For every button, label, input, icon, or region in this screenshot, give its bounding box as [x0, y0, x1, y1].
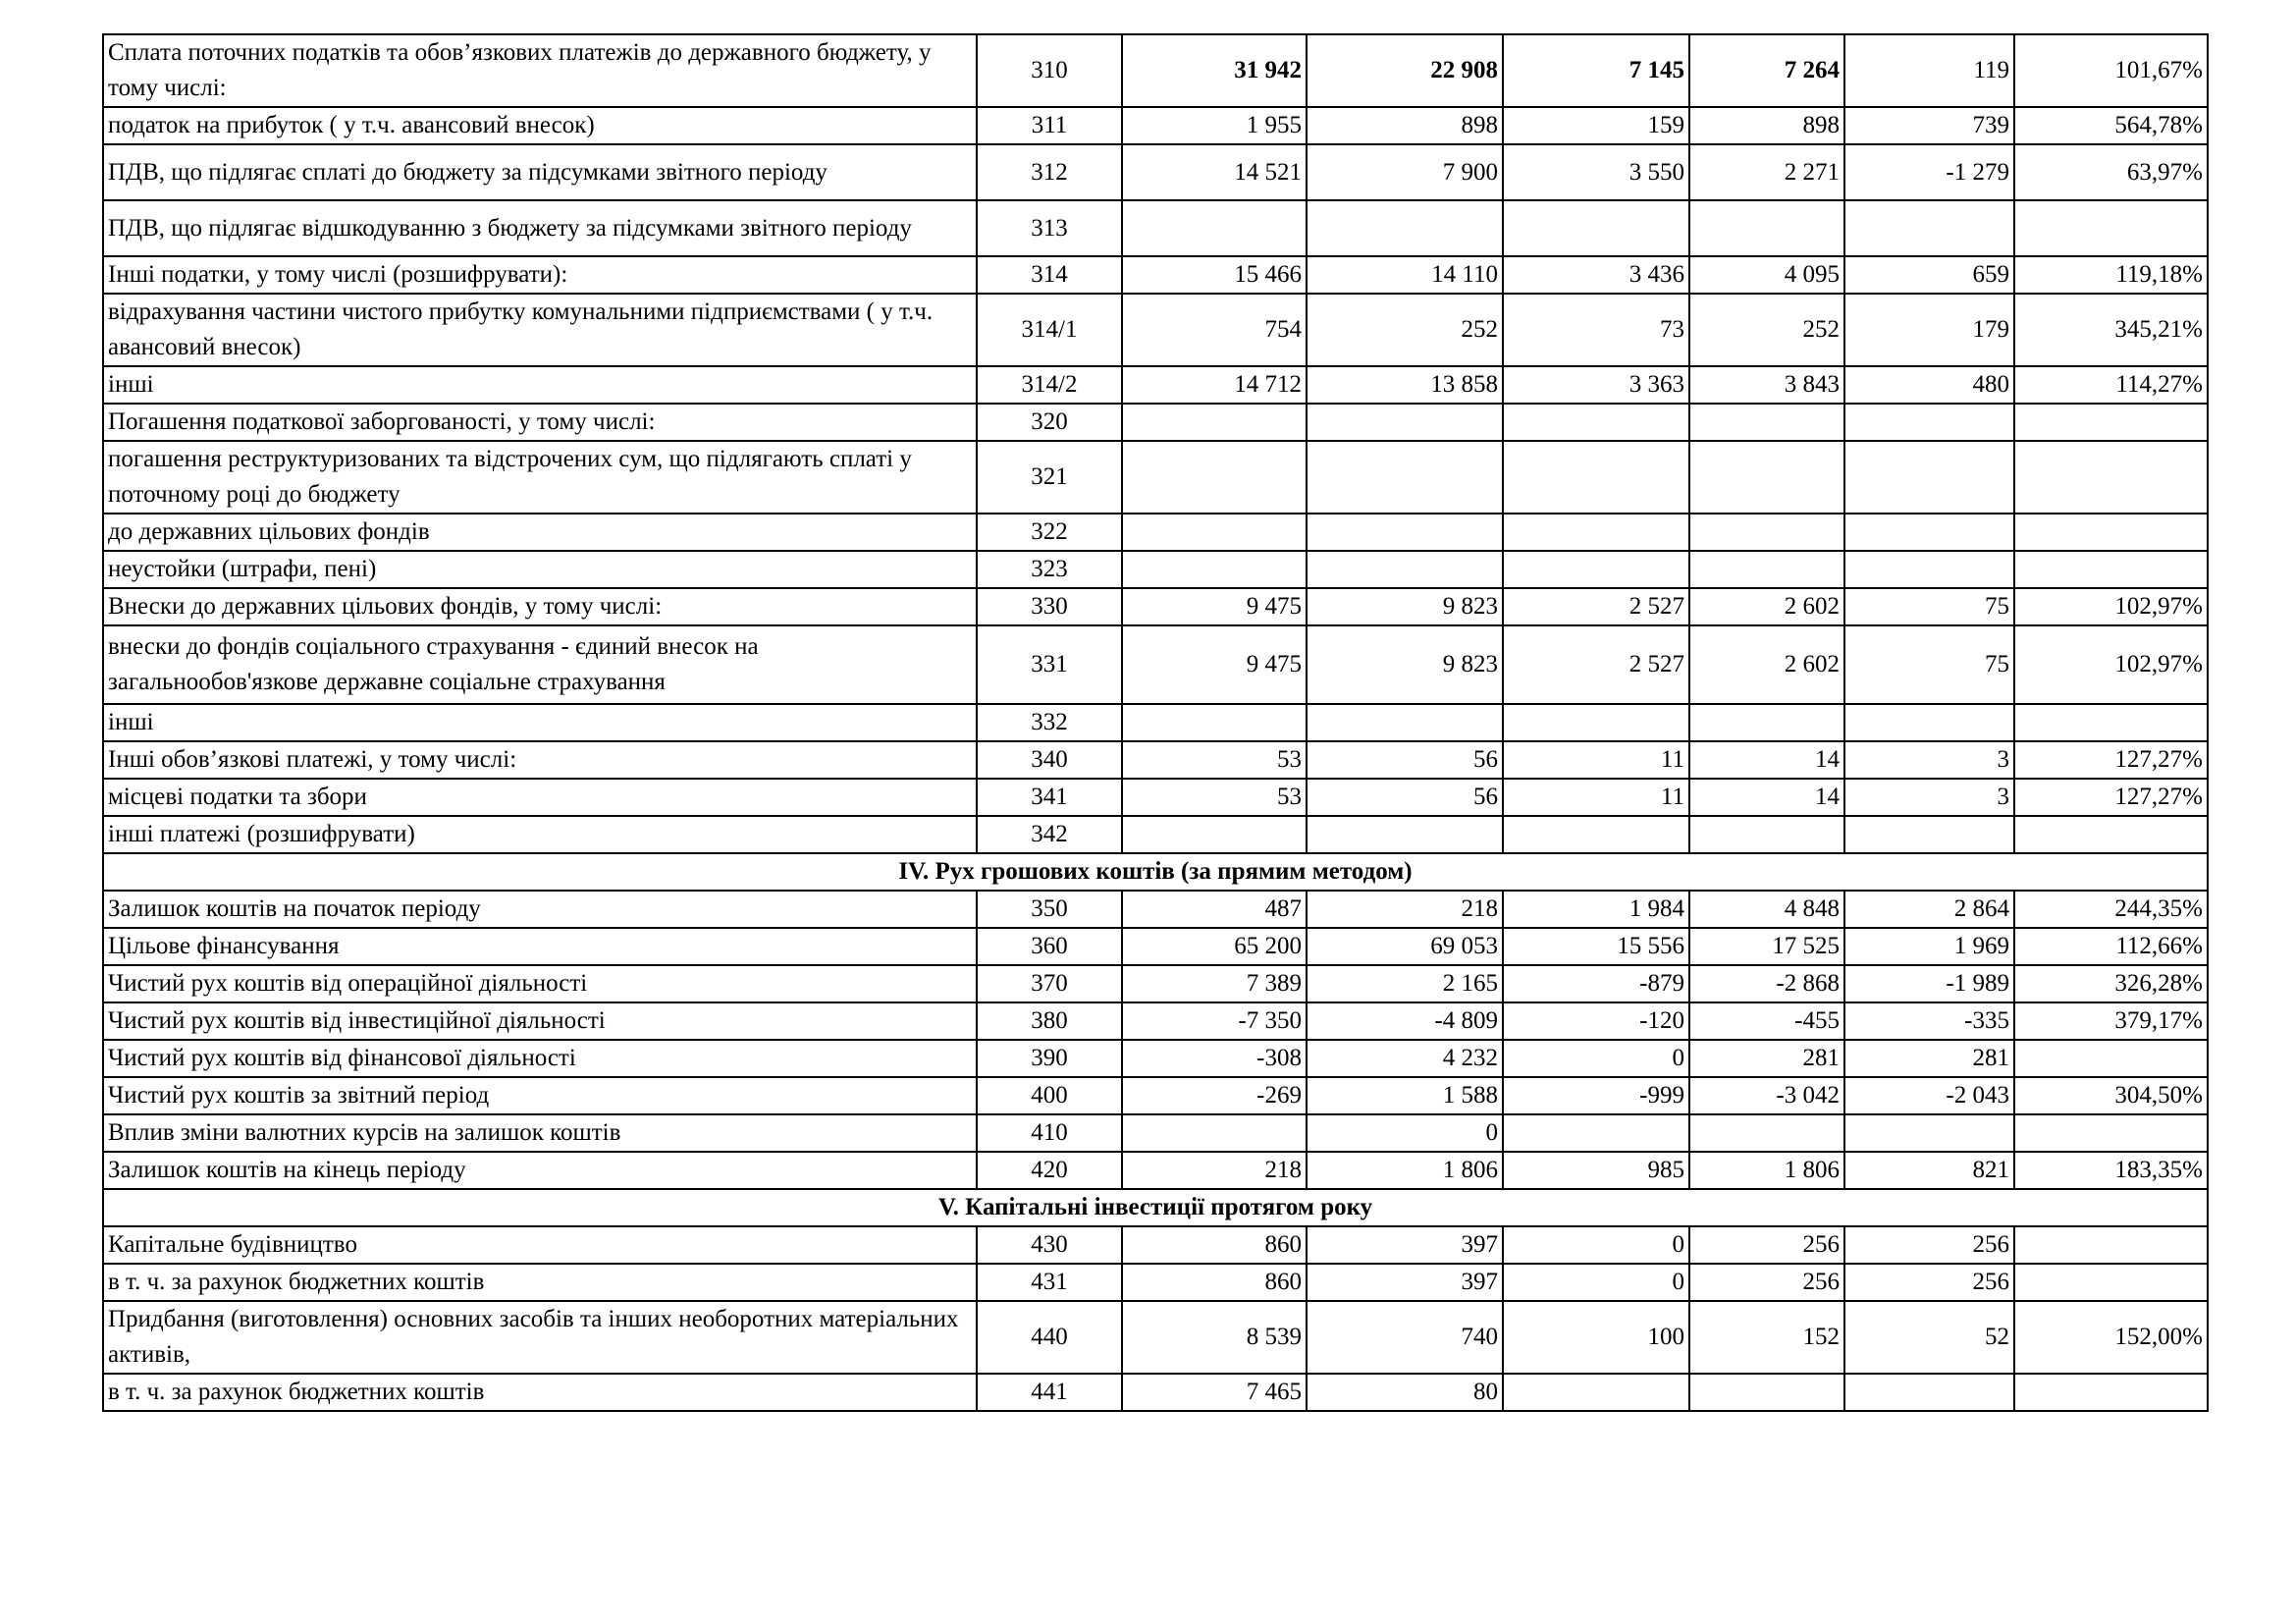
value-cell: [1689, 1374, 1844, 1411]
value-cell: [1689, 704, 1844, 741]
value-cell: [1503, 551, 1689, 588]
value-cell: 860: [1122, 1264, 1307, 1301]
value-cell: 252: [1689, 294, 1844, 366]
value-cell: [1503, 200, 1689, 256]
value-cell: 4 232: [1307, 1040, 1503, 1077]
table-row: [103, 107, 2208, 144]
value-cell: 14 521: [1122, 144, 1307, 200]
value-cell: 379,17%: [2014, 1002, 2208, 1040]
value-cell: 14: [1689, 741, 1844, 779]
row-code: 332: [977, 704, 1122, 741]
value-cell: 56: [1307, 741, 1503, 779]
row-code: 310: [977, 34, 1122, 107]
value-cell: [1307, 404, 1503, 441]
section-header-row: [103, 853, 2208, 891]
value-cell: [1122, 404, 1307, 441]
value-cell: 2 271: [1689, 144, 1844, 200]
value-cell: 75: [1844, 588, 2014, 625]
value-cell: [2014, 704, 2208, 741]
value-cell: 256: [1844, 1226, 2014, 1264]
value-cell: 52: [1844, 1301, 2014, 1374]
value-cell: 326,28%: [2014, 965, 2208, 1002]
section-header-row: [103, 1189, 2208, 1226]
row-label: інші платежі (розшифрувати): [103, 816, 977, 853]
value-cell: 0: [1307, 1114, 1503, 1152]
row-label: погашення реструктуризованих та відстрочених сум, що підлягають сплаті у поточному році до бюджету: [103, 441, 977, 514]
value-cell: [1503, 1374, 1689, 1411]
table-row: [103, 551, 2208, 588]
value-cell: 11: [1503, 779, 1689, 816]
value-cell: 159: [1503, 107, 1689, 144]
table-row: [103, 366, 2208, 404]
value-cell: [1844, 441, 2014, 514]
value-cell: [1307, 200, 1503, 256]
table-row: [103, 294, 2208, 366]
value-cell: 8 539: [1122, 1301, 1307, 1374]
section-title: IV. Рух грошових коштів (за прямим методом): [103, 853, 2208, 891]
table-row: [103, 1077, 2208, 1114]
table-row: [103, 816, 2208, 853]
value-cell: [1307, 551, 1503, 588]
value-cell: 304,50%: [2014, 1077, 2208, 1114]
value-cell: [1844, 514, 2014, 551]
value-cell: 2 602: [1689, 588, 1844, 625]
table-row: [103, 1226, 2208, 1264]
row-code: 320: [977, 404, 1122, 441]
row-label: інші: [103, 366, 977, 404]
value-cell: 14 712: [1122, 366, 1307, 404]
table-row: [103, 1374, 2208, 1411]
row-label: Цільове фінансування: [103, 928, 977, 965]
table-row: [103, 588, 2208, 625]
table-row: [103, 256, 2208, 294]
row-code: 440: [977, 1301, 1122, 1374]
row-code: 410: [977, 1114, 1122, 1152]
value-cell: 0: [1503, 1040, 1689, 1077]
value-cell: 281: [1844, 1040, 2014, 1077]
value-cell: [1503, 1114, 1689, 1152]
value-cell: 244,35%: [2014, 891, 2208, 928]
value-cell: [2014, 1040, 2208, 1077]
value-cell: [2014, 1226, 2208, 1264]
value-cell: [1503, 704, 1689, 741]
value-cell: [1503, 816, 1689, 853]
row-code: 341: [977, 779, 1122, 816]
value-cell: [1122, 551, 1307, 588]
value-cell: [2014, 1114, 2208, 1152]
value-cell: [1844, 404, 2014, 441]
value-cell: 898: [1307, 107, 1503, 144]
value-cell: 63,97%: [2014, 144, 2208, 200]
value-cell: 80: [1307, 1374, 1503, 1411]
value-cell: -2 868: [1689, 965, 1844, 1002]
row-label: податок на прибуток ( у т.ч. авансовий внесок): [103, 107, 977, 144]
value-cell: 256: [1689, 1264, 1844, 1301]
table-row: [103, 1301, 2208, 1374]
table-row: [103, 441, 2208, 514]
row-label: неустойки (штрафи, пені): [103, 551, 977, 588]
value-cell: -2 043: [1844, 1077, 2014, 1114]
row-label: Залишок коштів на початок періоду: [103, 891, 977, 928]
value-cell: 152,00%: [2014, 1301, 2208, 1374]
value-cell: 119: [1844, 34, 2014, 107]
value-cell: 31 942: [1122, 34, 1307, 107]
value-cell: 821: [1844, 1152, 2014, 1189]
value-cell: [1844, 551, 2014, 588]
value-cell: [1122, 514, 1307, 551]
value-cell: 397: [1307, 1264, 1503, 1301]
table-row: [103, 34, 2208, 107]
row-code: 342: [977, 816, 1122, 853]
value-cell: 53: [1122, 779, 1307, 816]
value-cell: [1503, 514, 1689, 551]
value-cell: 218: [1307, 891, 1503, 928]
value-cell: 3: [1844, 779, 2014, 816]
row-label: Чистий рух коштів від інвестиційної діяльності: [103, 1002, 977, 1040]
value-cell: 1 806: [1689, 1152, 1844, 1189]
row-code: 430: [977, 1226, 1122, 1264]
value-cell: 183,35%: [2014, 1152, 2208, 1189]
row-label: Інші податки, у тому числі (розшифрувати):: [103, 256, 977, 294]
value-cell: [2014, 514, 2208, 551]
value-cell: 127,27%: [2014, 741, 2208, 779]
value-cell: -4 809: [1307, 1002, 1503, 1040]
value-cell: 3 550: [1503, 144, 1689, 200]
value-cell: [1503, 441, 1689, 514]
value-cell: [1689, 200, 1844, 256]
value-cell: 101,67%: [2014, 34, 2208, 107]
value-cell: 1 984: [1503, 891, 1689, 928]
row-label: відрахування частини чистого прибутку комунальними підприємствами ( у т.ч. авансовий внесок): [103, 294, 977, 366]
value-cell: 397: [1307, 1226, 1503, 1264]
section-title: V. Капітальні інвестиції протягом року: [103, 1189, 2208, 1226]
value-cell: 9 475: [1122, 625, 1307, 704]
table-row: [103, 1114, 2208, 1152]
value-cell: [1689, 514, 1844, 551]
row-label: Чистий рух коштів від фінансової діяльності: [103, 1040, 977, 1077]
row-label: внески до фондів соціального страхування - єдиний внесок на загальнообов'язкове державне соціальне страхування: [103, 625, 977, 704]
value-cell: -335: [1844, 1002, 2014, 1040]
value-cell: [1844, 816, 2014, 853]
value-cell: 985: [1503, 1152, 1689, 1189]
row-code: 360: [977, 928, 1122, 965]
row-label: до державних цільових фондів: [103, 514, 977, 551]
value-cell: 659: [1844, 256, 2014, 294]
row-code: 350: [977, 891, 1122, 928]
row-label: Погашення податкової заборгованості, у тому числі:: [103, 404, 977, 441]
table-row: [103, 1040, 2208, 1077]
value-cell: -269: [1122, 1077, 1307, 1114]
table-row: [103, 741, 2208, 779]
value-cell: 898: [1689, 107, 1844, 144]
value-cell: 102,97%: [2014, 625, 2208, 704]
value-cell: [1689, 441, 1844, 514]
value-cell: 3: [1844, 741, 2014, 779]
table-body: [103, 34, 2208, 1411]
value-cell: 9 475: [1122, 588, 1307, 625]
value-cell: [1844, 1114, 2014, 1152]
value-cell: -879: [1503, 965, 1689, 1002]
value-cell: 56: [1307, 779, 1503, 816]
value-cell: 2 864: [1844, 891, 2014, 928]
table-row: [103, 1152, 2208, 1189]
value-cell: 3 843: [1689, 366, 1844, 404]
table-row: [103, 200, 2208, 256]
table-row: [103, 144, 2208, 200]
table-row: [103, 704, 2208, 741]
row-label: Інші обов’язкові платежі, у тому числі:: [103, 741, 977, 779]
value-cell: 1 969: [1844, 928, 2014, 965]
value-cell: 22 908: [1307, 34, 1503, 107]
value-cell: [1844, 1374, 2014, 1411]
value-cell: 7 465: [1122, 1374, 1307, 1411]
value-cell: [1689, 1114, 1844, 1152]
value-cell: [1307, 514, 1503, 551]
row-code: 312: [977, 144, 1122, 200]
table-row: [103, 625, 2208, 704]
value-cell: -3 042: [1689, 1077, 1844, 1114]
row-code: 322: [977, 514, 1122, 551]
value-cell: 179: [1844, 294, 2014, 366]
row-label: Сплата поточних податків та обов’язкових платежів до державного бюджету, у тому числі:: [103, 34, 977, 107]
row-code: 311: [977, 107, 1122, 144]
value-cell: [1307, 816, 1503, 853]
row-code: 390: [977, 1040, 1122, 1077]
value-cell: [1122, 441, 1307, 514]
value-cell: -120: [1503, 1002, 1689, 1040]
row-code: 314/1: [977, 294, 1122, 366]
value-cell: 2 165: [1307, 965, 1503, 1002]
value-cell: [1844, 200, 2014, 256]
value-cell: 152: [1689, 1301, 1844, 1374]
value-cell: [1122, 1114, 1307, 1152]
value-cell: [2014, 200, 2208, 256]
value-cell: 53: [1122, 741, 1307, 779]
value-cell: 281: [1689, 1040, 1844, 1077]
value-cell: 3 436: [1503, 256, 1689, 294]
table-row: [103, 514, 2208, 551]
row-code: 400: [977, 1077, 1122, 1114]
value-cell: 218: [1122, 1152, 1307, 1189]
row-label: в т. ч. за рахунок бюджетних коштів: [103, 1374, 977, 1411]
table-row: [103, 965, 2208, 1002]
value-cell: 1 955: [1122, 107, 1307, 144]
value-cell: [1689, 551, 1844, 588]
row-label: Внески до державних цільових фондів, у тому числі:: [103, 588, 977, 625]
row-code: 321: [977, 441, 1122, 514]
value-cell: [1122, 200, 1307, 256]
value-cell: 1 806: [1307, 1152, 1503, 1189]
value-cell: 14: [1689, 779, 1844, 816]
value-cell: [1503, 404, 1689, 441]
row-code: 313: [977, 200, 1122, 256]
row-code: 314: [977, 256, 1122, 294]
value-cell: 114,27%: [2014, 366, 2208, 404]
table-row: [103, 404, 2208, 441]
value-cell: 100: [1503, 1301, 1689, 1374]
value-cell: 15 556: [1503, 928, 1689, 965]
table-row: [103, 779, 2208, 816]
row-label: ПДВ, що підлягає відшкодуванню з бюджету за підсумками звітного періоду: [103, 200, 977, 256]
value-cell: [1689, 404, 1844, 441]
value-cell: 754: [1122, 294, 1307, 366]
value-cell: -455: [1689, 1002, 1844, 1040]
row-code: 441: [977, 1374, 1122, 1411]
value-cell: 1 588: [1307, 1077, 1503, 1114]
value-cell: 2 527: [1503, 588, 1689, 625]
value-cell: 256: [1844, 1264, 2014, 1301]
value-cell: -999: [1503, 1077, 1689, 1114]
value-cell: 13 858: [1307, 366, 1503, 404]
value-cell: 256: [1689, 1226, 1844, 1264]
value-cell: -1 279: [1844, 144, 2014, 200]
value-cell: [1307, 704, 1503, 741]
value-cell: 345,21%: [2014, 294, 2208, 366]
value-cell: 740: [1307, 1301, 1503, 1374]
value-cell: [2014, 1374, 2208, 1411]
value-cell: 65 200: [1122, 928, 1307, 965]
value-cell: 119,18%: [2014, 256, 2208, 294]
row-code: 380: [977, 1002, 1122, 1040]
row-code: 340: [977, 741, 1122, 779]
value-cell: [1689, 816, 1844, 853]
value-cell: 17 525: [1689, 928, 1844, 965]
value-cell: 3 363: [1503, 366, 1689, 404]
row-code: 331: [977, 625, 1122, 704]
value-cell: [1122, 816, 1307, 853]
value-cell: 127,27%: [2014, 779, 2208, 816]
value-cell: 11: [1503, 741, 1689, 779]
value-cell: 112,66%: [2014, 928, 2208, 965]
value-cell: 0: [1503, 1264, 1689, 1301]
row-code: 431: [977, 1264, 1122, 1301]
value-cell: 7 389: [1122, 965, 1307, 1002]
value-cell: 73: [1503, 294, 1689, 366]
value-cell: [2014, 441, 2208, 514]
value-cell: [1122, 704, 1307, 741]
row-label: Капітальне будівництво: [103, 1226, 977, 1264]
row-code: 330: [977, 588, 1122, 625]
value-cell: 252: [1307, 294, 1503, 366]
row-label: Залишок коштів на кінець періоду: [103, 1152, 977, 1189]
row-label: Чистий рух коштів за звітний період: [103, 1077, 977, 1114]
value-cell: [2014, 1264, 2208, 1301]
value-cell: -1 989: [1844, 965, 2014, 1002]
row-label: Чистий рух коштів від операційної діяльності: [103, 965, 977, 1002]
value-cell: 7 264: [1689, 34, 1844, 107]
value-cell: 15 466: [1122, 256, 1307, 294]
row-label: Вплив зміни валютних курсів на залишок коштів: [103, 1114, 977, 1152]
row-label: Придбання (виготовлення) основних засобів та інших необоротних матеріальних активів,: [103, 1301, 977, 1374]
value-cell: 0: [1503, 1226, 1689, 1264]
value-cell: 480: [1844, 366, 2014, 404]
value-cell: [1307, 441, 1503, 514]
value-cell: [2014, 816, 2208, 853]
row-code: 420: [977, 1152, 1122, 1189]
value-cell: 7 145: [1503, 34, 1689, 107]
value-cell: 69 053: [1307, 928, 1503, 965]
row-label: місцеві податки та збори: [103, 779, 977, 816]
value-cell: 7 900: [1307, 144, 1503, 200]
value-cell: 860: [1122, 1226, 1307, 1264]
row-code: 323: [977, 551, 1122, 588]
value-cell: [1844, 704, 2014, 741]
row-label: інші: [103, 704, 977, 741]
value-cell: [2014, 404, 2208, 441]
value-cell: 487: [1122, 891, 1307, 928]
value-cell: 102,97%: [2014, 588, 2208, 625]
value-cell: 9 823: [1307, 625, 1503, 704]
value-cell: -308: [1122, 1040, 1307, 1077]
value-cell: 75: [1844, 625, 2014, 704]
row-label: в т. ч. за рахунок бюджетних коштів: [103, 1264, 977, 1301]
value-cell: 2 602: [1689, 625, 1844, 704]
table-row: [103, 891, 2208, 928]
row-code: 314/2: [977, 366, 1122, 404]
value-cell: 4 095: [1689, 256, 1844, 294]
row-label: ПДВ, що підлягає сплаті до бюджету за підсумками звітного періоду: [103, 144, 977, 200]
value-cell: 14 110: [1307, 256, 1503, 294]
row-code: 370: [977, 965, 1122, 1002]
value-cell: 9 823: [1307, 588, 1503, 625]
value-cell: 564,78%: [2014, 107, 2208, 144]
table-row: [103, 1264, 2208, 1301]
value-cell: 739: [1844, 107, 2014, 144]
financial-plan-table: [102, 33, 2209, 1412]
value-cell: 2 527: [1503, 625, 1689, 704]
value-cell: 4 848: [1689, 891, 1844, 928]
table-row: [103, 928, 2208, 965]
table-row: [103, 1002, 2208, 1040]
value-cell: [2014, 551, 2208, 588]
value-cell: -7 350: [1122, 1002, 1307, 1040]
